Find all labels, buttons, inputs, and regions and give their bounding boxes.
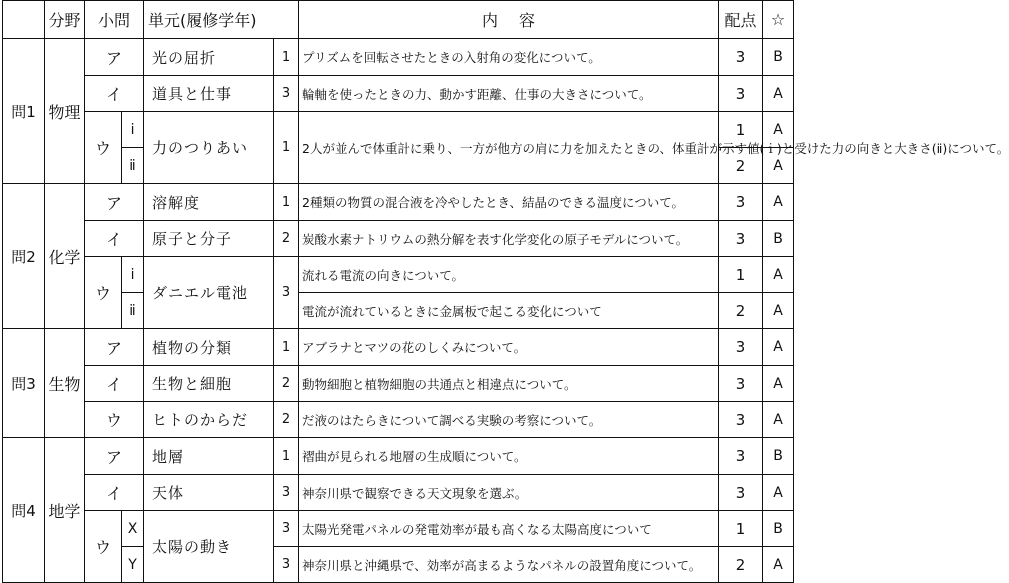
table-row	[3, 329, 794, 366]
field-label: 物理	[45, 39, 85, 184]
star-rank: A	[763, 402, 794, 438]
content-text: 2種類の物質の混合液を冷やしたとき、結晶のできる温度について。	[299, 184, 719, 221]
subquestion-label: ア	[85, 438, 144, 475]
grade-year: 1	[274, 39, 299, 76]
grade-year: 1	[274, 438, 299, 475]
content-text: 神奈川県で観察できる天文現象を選ぶ。	[299, 475, 719, 511]
subsubquestion-label: X	[122, 511, 144, 547]
unit-name: 原子と分子	[144, 221, 274, 257]
star-rank: A	[763, 329, 794, 366]
star-rank: B	[763, 438, 794, 475]
header-star: ☆	[763, 1, 794, 39]
subquestion-label: イ	[85, 366, 144, 402]
star-rank: A	[763, 76, 794, 112]
subquestion-label: ア	[85, 329, 144, 366]
subquestion-label: ア	[85, 184, 144, 221]
points: 3	[719, 402, 763, 438]
grade-year: 3	[274, 257, 299, 329]
unit-name: 太陽の動き	[144, 511, 274, 583]
points: 3	[719, 221, 763, 257]
unit-name: 溶解度	[144, 184, 274, 221]
subsubquestion-label: ⅱ	[122, 148, 144, 184]
content-text: 流れる電流の向きについて。	[299, 257, 719, 293]
table-row	[3, 39, 794, 76]
table-row	[3, 257, 794, 293]
points: 3	[719, 475, 763, 511]
points: 1	[719, 112, 763, 148]
subsubquestion-label: Y	[122, 547, 144, 583]
subsubquestion-label: ⅰ	[122, 112, 144, 148]
star-rank: A	[763, 547, 794, 583]
table-row	[3, 402, 794, 438]
star-rank: A	[763, 366, 794, 402]
content-text: 輪軸を使ったときの力、動かす距離、仕事の大きさについて。	[299, 76, 719, 112]
points: 2	[719, 547, 763, 583]
content-text: 動物細胞と植物細胞の共通点と相違点について。	[299, 366, 719, 402]
points: 1	[719, 257, 763, 293]
header-question-cell	[3, 1, 45, 39]
star-rank: A	[763, 148, 794, 184]
content-text: 電流が流れているときに金属板で起こる変化について	[299, 293, 719, 329]
content-text: アブラナとマツの花のしくみについて。	[299, 329, 719, 366]
table-row	[3, 221, 794, 257]
question-label: 問3	[3, 329, 45, 438]
header-points: 配点	[719, 1, 763, 39]
grade-year: 3	[274, 475, 299, 511]
star-rank: A	[763, 293, 794, 329]
star-rank: B	[763, 511, 794, 547]
table-row	[3, 438, 794, 475]
score-table	[2, 0, 1009, 583]
question-label: 問4	[3, 438, 45, 583]
points: 3	[719, 76, 763, 112]
star-rank: A	[763, 475, 794, 511]
content-text: 太陽光発電パネルの発電効率が最も高くなる太陽高度について	[299, 511, 719, 547]
header-row	[3, 1, 794, 39]
subquestion-label: ウ	[85, 511, 122, 583]
unit-name: ヒトのからだ	[144, 402, 274, 438]
grade-year: 1	[274, 184, 299, 221]
star-rank: A	[763, 112, 794, 148]
table-row	[3, 184, 794, 221]
subquestion-label: ウ	[85, 402, 144, 438]
table-row	[3, 547, 794, 583]
content-text: 炭酸水素ナトリウムの熱分解を表す化学変化の原子モデルについて。	[299, 221, 719, 257]
question-label: 問2	[3, 184, 45, 329]
content-text: 褶曲が見られる地層の生成順について。	[299, 438, 719, 475]
unit-name: 植物の分類	[144, 329, 274, 366]
table-row	[3, 76, 794, 112]
unit-name: 生物と細胞	[144, 366, 274, 402]
star-rank: A	[763, 184, 794, 221]
points: 2	[719, 293, 763, 329]
star-rank: B	[763, 221, 794, 257]
unit-name: 道具と仕事	[144, 76, 274, 112]
header-subquestion: 小問	[85, 1, 144, 39]
table-row	[3, 112, 794, 148]
table-row	[3, 293, 794, 329]
grade-year: 3	[274, 547, 299, 583]
points: 3	[719, 438, 763, 475]
table-row	[3, 511, 794, 547]
points: 3	[719, 39, 763, 76]
content-text: 2人が並んで体重計に乗り、一方が他方の肩に力を加えたときの、体重計が示す値(ｉ)と受けた力の向きと大きさ(ⅱ)について。	[299, 112, 719, 184]
header-unit: 単元(履修学年)	[144, 1, 299, 39]
unit-name: 天体	[144, 475, 274, 511]
points: 2	[719, 148, 763, 184]
points: 1	[719, 511, 763, 547]
subsubquestion-label: ⅱ	[122, 293, 144, 329]
unit-name: 地層	[144, 438, 274, 475]
grade-year: 3	[274, 511, 299, 547]
grade-year: 1	[274, 112, 299, 184]
subsubquestion-label: ⅰ	[122, 257, 144, 293]
header-field: 分野	[45, 1, 85, 39]
field-label: 地学	[45, 438, 85, 583]
content-text: プリズムを回転させたときの入射角の変化について。	[299, 39, 719, 76]
unit-name: 光の屈折	[144, 39, 274, 76]
grade-year: 2	[274, 402, 299, 438]
field-label: 化学	[45, 184, 85, 329]
star-rank: B	[763, 39, 794, 76]
grade-year: 1	[274, 329, 299, 366]
unit-name: ダニエル電池	[144, 257, 274, 329]
star-rank: A	[763, 257, 794, 293]
field-label: 生物	[45, 329, 85, 438]
content-text: だ液のはたらきについて調べる実験の考察について。	[299, 402, 719, 438]
subquestion-label: ウ	[85, 257, 122, 329]
points: 3	[719, 366, 763, 402]
grade-year: 2	[274, 221, 299, 257]
content-text: 神奈川県と沖縄県で、効率が高まるようなパネルの設置角度について。	[299, 547, 719, 583]
unit-name: 力のつりあい	[144, 112, 274, 184]
table-row	[3, 475, 794, 511]
subquestion-label: イ	[85, 475, 144, 511]
subquestion-label: イ	[85, 76, 144, 112]
subquestion-label: ア	[85, 39, 144, 76]
table-row	[3, 366, 794, 402]
grade-year: 3	[274, 76, 299, 112]
subquestion-label: ウ	[85, 112, 122, 184]
points: 3	[719, 184, 763, 221]
header-content: 内 容	[299, 1, 719, 39]
grade-year: 2	[274, 366, 299, 402]
points: 3	[719, 329, 763, 366]
subquestion-label: イ	[85, 221, 144, 257]
question-label: 問1	[3, 39, 45, 184]
